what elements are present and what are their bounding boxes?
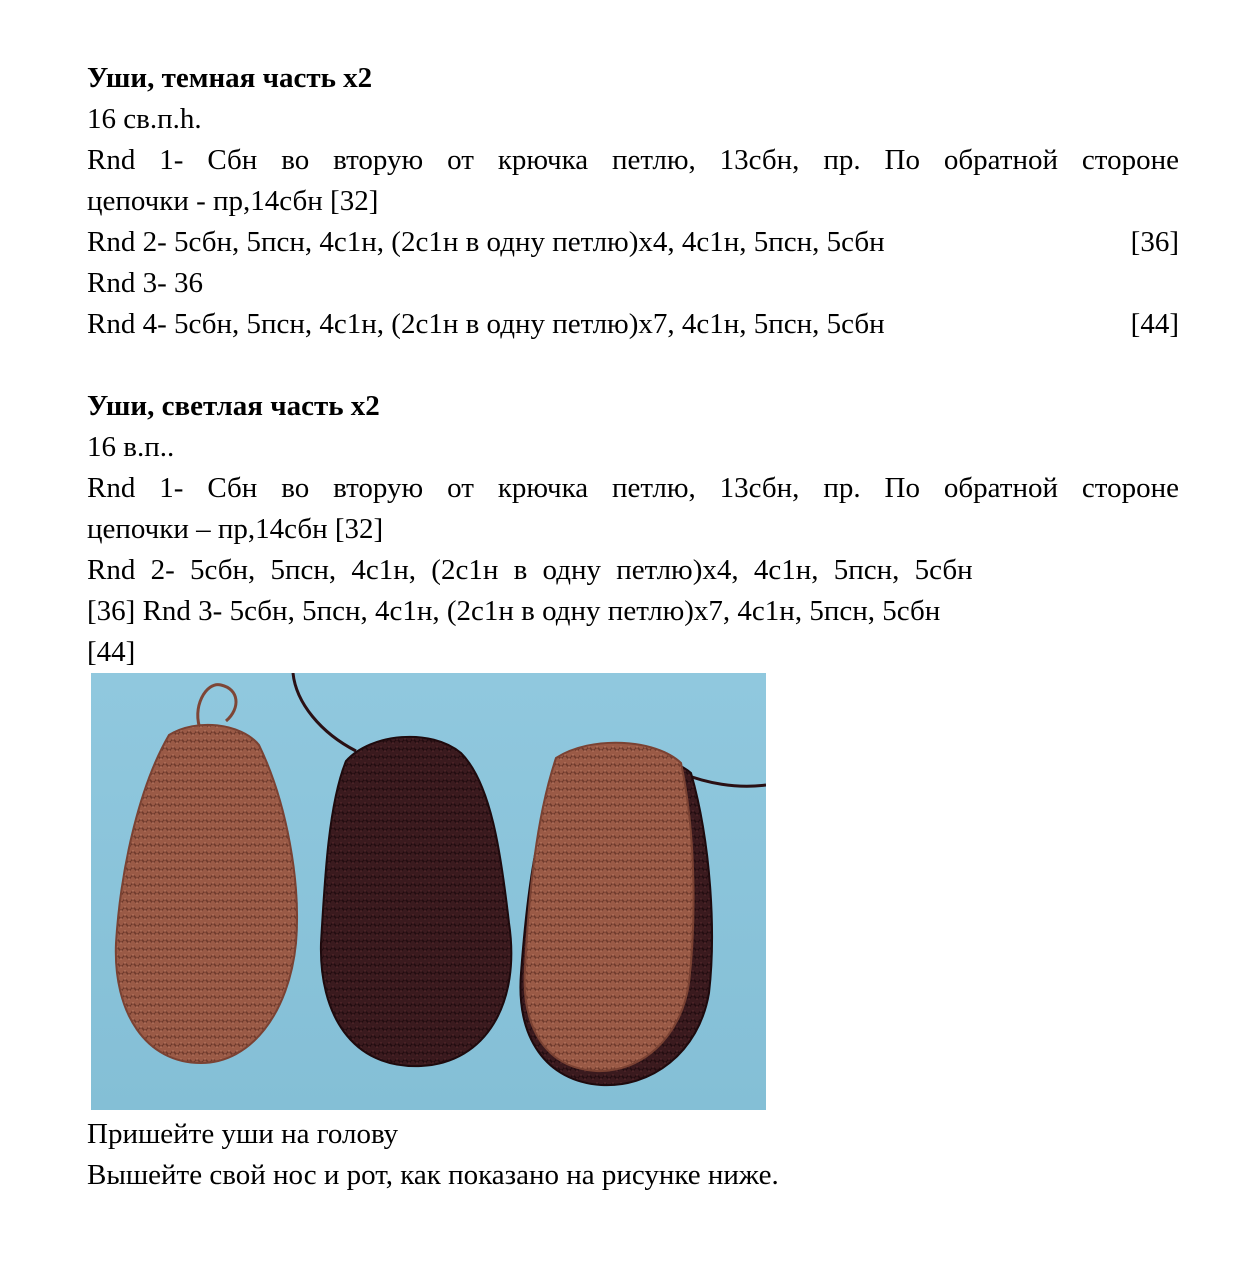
section-spacer bbox=[87, 345, 1179, 386]
light-ears-rnd1-line1: Rnd 1- Сбн во вторую от крючка петлю, 13сбн, пр. По обратной стороне bbox=[87, 472, 1179, 504]
light-ears-rnd2-count-rnd3: [36] Rnd 3- 5сбн, 5псн, 4с1н, (2с1н в одну петлю)x7, 4с1н, 5псн, 5сбн bbox=[87, 595, 941, 627]
instructions bbox=[87, 1114, 1179, 1196]
light-ears-rnd1-line2: цепочки – пр,14сбн [32] bbox=[87, 513, 384, 545]
dark-ears-rnd4-count: [44] bbox=[1130, 308, 1179, 340]
dark-ears-rnd4-row bbox=[87, 304, 1179, 345]
crochet-ears-photo bbox=[91, 673, 766, 1110]
pattern-text bbox=[87, 58, 1179, 673]
dark-ears-rnd2: Rnd 2- 5сбн, 5псн, 4с1н, (2с1н в одну петлю)x4, 4с1н, 5псн, 5сбн bbox=[87, 226, 885, 258]
dark-ears-rnd3: Rnd 3- 36 bbox=[87, 267, 203, 299]
light-ears-chain: 16 в.п.. bbox=[87, 431, 175, 463]
dark-ears-rnd1-line2: цепочки - пр,14сбн [32] bbox=[87, 185, 379, 217]
dark-ears-chain: 16 св.п.h. bbox=[87, 103, 202, 135]
embroider-instruction: Вышейте свой нос и рот, как показано на рисунке ниже. bbox=[87, 1159, 779, 1191]
light-ears-heading: Уши, светлая часть x2 bbox=[87, 390, 380, 422]
dark-ears-heading: Уши, темная часть x2 bbox=[87, 62, 373, 94]
crochet-ears-illustration bbox=[91, 673, 766, 1110]
right-light-ear bbox=[525, 743, 694, 1071]
dark-ears-rnd2-row bbox=[87, 222, 1179, 263]
light-ears-rnd3-count: [44] bbox=[87, 636, 136, 668]
sew-ears-instruction: Пришейте уши на голову bbox=[87, 1118, 399, 1150]
dark-ears-rnd4: Rnd 4- 5сбн, 5псн, 4с1н, (2с1н в одну петлю)x7, 4с1н, 5псн, 5сбн bbox=[87, 308, 885, 340]
dark-ears-rnd1-line1: Rnd 1- Сбн во вторую от крючка петлю, 13сбн, пр. По обратной стороне bbox=[87, 144, 1179, 176]
light-ears-rnd2: Rnd 2- 5сбн, 5псн, 4с1н, (2с1н в одну петлю)x4, 4с1н, 5псн, 5сбн bbox=[87, 554, 973, 586]
dark-ears-rnd2-count: [36] bbox=[1130, 226, 1179, 258]
